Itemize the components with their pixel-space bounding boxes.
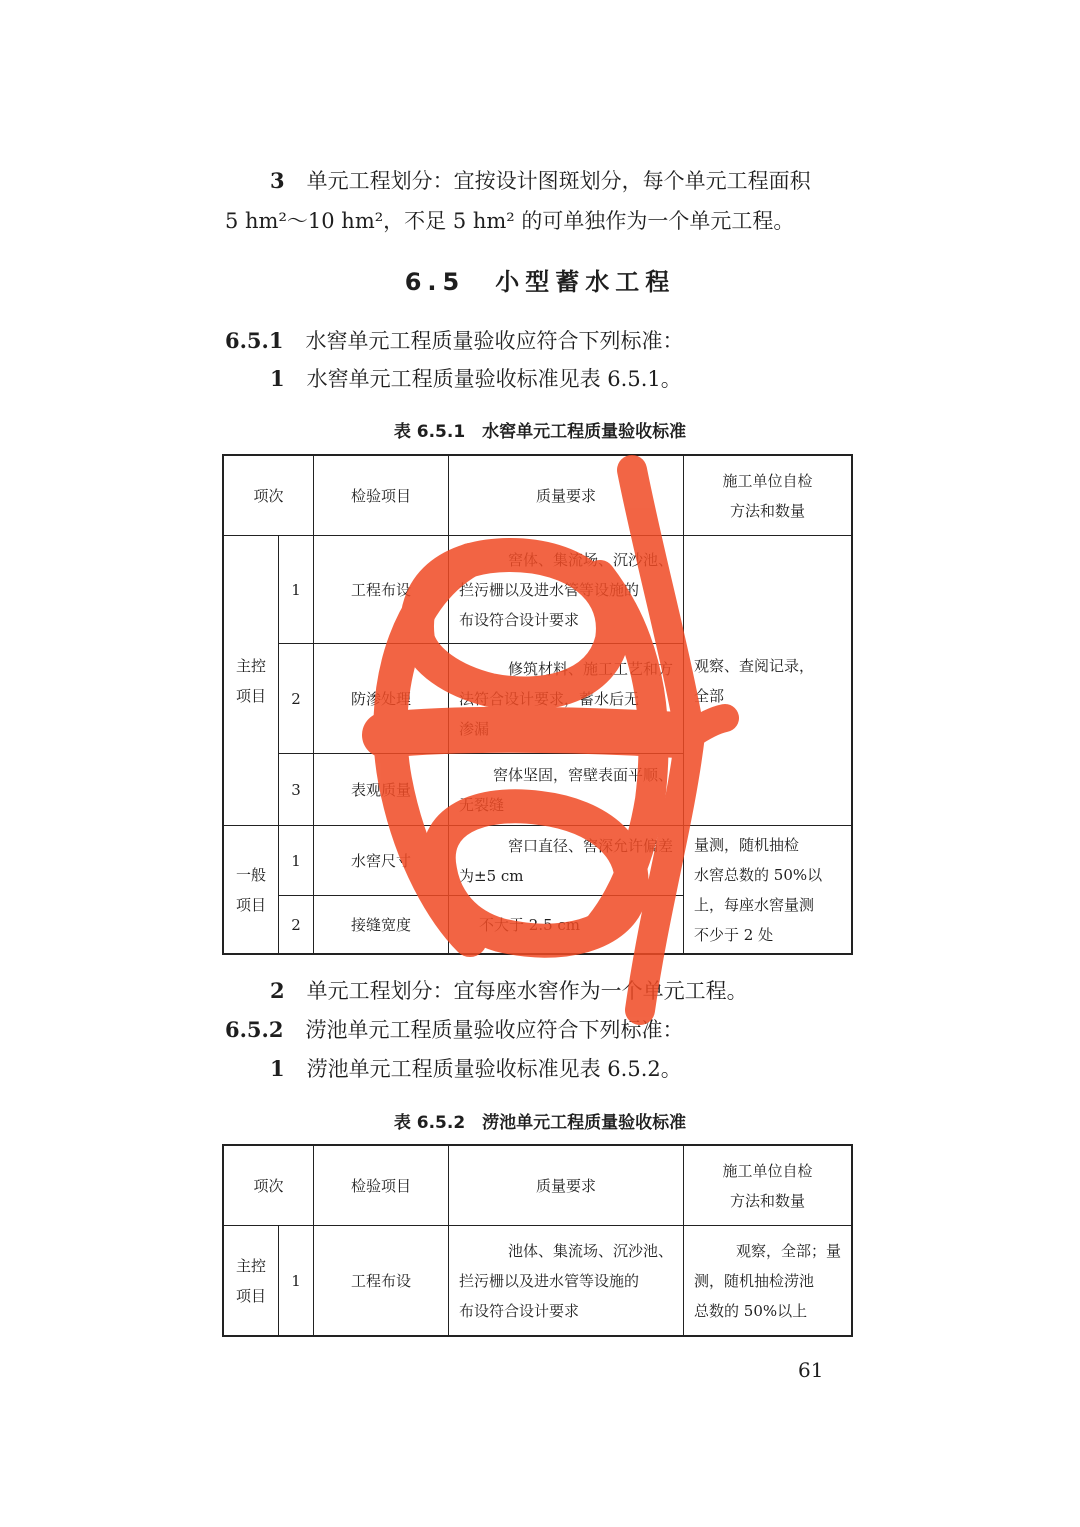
row-requirement bbox=[449, 896, 684, 954]
header-method bbox=[684, 456, 852, 536]
header-check: 检验项目 bbox=[314, 1146, 449, 1226]
clause-651-number: 6.5.1 bbox=[225, 328, 284, 353]
group-general-label: 一般项目 bbox=[235, 865, 266, 914]
group-main-label: 主控项目 bbox=[235, 656, 266, 705]
table-1-title: 表 6.5.1 水窖单元工程质量验收标准 bbox=[393, 422, 687, 442]
header-requirement: 质量要求 bbox=[449, 1146, 684, 1226]
req-line: 窖口直径、窖深允许偏差 bbox=[508, 836, 674, 855]
req-line: 法符合设计要求，蓄水后无 bbox=[459, 689, 640, 708]
req-line: 拦污栅以及进水管等设施的 bbox=[459, 580, 640, 599]
header-item: 项次 bbox=[224, 1146, 314, 1226]
table-1-header-row bbox=[224, 456, 852, 536]
clause-652-item-1-text: 涝池单元工程质量验收标准见表 6.5.2。 bbox=[306, 1057, 682, 1081]
req-line: 为±5 cm bbox=[459, 866, 524, 885]
header-method-line-1: 施工单位自检 bbox=[722, 471, 813, 490]
row-requirement bbox=[449, 644, 684, 754]
clause-652 bbox=[225, 1015, 683, 1045]
method-line: 测，随机抽检涝池 bbox=[694, 1271, 815, 1290]
req-line: 池体、集流场、沉沙池、 bbox=[508, 1241, 674, 1260]
req-line: 拦污栅以及进水管等设施的 bbox=[459, 1271, 640, 1290]
row-method bbox=[684, 1226, 852, 1336]
group-main bbox=[224, 1226, 279, 1336]
header-method-line-2: 方法和数量 bbox=[730, 501, 806, 520]
header-check: 检验项目 bbox=[314, 456, 449, 536]
intro-item-number: 3 bbox=[270, 168, 285, 193]
clause-652-item-1 bbox=[270, 1054, 682, 1084]
req-line: 布设符合设计要求 bbox=[459, 1301, 580, 1320]
header-item: 项次 bbox=[224, 456, 314, 536]
method-line: 全部 bbox=[694, 686, 725, 705]
clause-651-item-1-text: 水窖单元工程质量验收标准见表 6.5.1。 bbox=[306, 367, 682, 391]
row-number: 2 bbox=[279, 644, 314, 754]
req-line: 渗漏 bbox=[459, 719, 490, 738]
row-check: 表观质量 bbox=[314, 754, 449, 826]
table-2-header-row bbox=[224, 1146, 852, 1226]
row-requirement bbox=[449, 754, 684, 826]
method-line: 总数的 50%以上 bbox=[694, 1301, 808, 1320]
row-number: 2 bbox=[279, 896, 314, 954]
row-number: 1 bbox=[279, 536, 314, 644]
clause-651-item-1 bbox=[270, 364, 682, 394]
method-line: 观察，全部；量 bbox=[736, 1241, 842, 1260]
method-line: 上，每座水窖量测 bbox=[694, 895, 815, 914]
group-main-line-2: 项目 bbox=[235, 1286, 266, 1305]
row-number: 1 bbox=[279, 826, 314, 896]
header-method bbox=[684, 1146, 852, 1226]
row-number: 1 bbox=[279, 1226, 314, 1336]
clause-651-text: 水窖单元工程质量验收应符合下列标准： bbox=[305, 329, 684, 353]
method-line: 量测，随机抽检 bbox=[694, 835, 800, 854]
req-line: 窖体、集流场、沉沙池、 bbox=[508, 550, 674, 569]
method-line: 水窖总数的 50%以 bbox=[694, 865, 823, 884]
row-requirement bbox=[449, 826, 684, 896]
intro-line-1 bbox=[270, 166, 811, 196]
clause-652-text: 涝池单元工程质量验收应符合下列标准： bbox=[305, 1018, 684, 1042]
table-row bbox=[224, 1226, 852, 1336]
intro-text-1: 单元工程划分：宜按设计图斑划分，每个单元工程面积 bbox=[306, 169, 811, 193]
req-line: 布设符合设计要求 bbox=[459, 610, 580, 629]
intro-line-2: 5 hm²～10 hm²，不足 5 hm² 的可单独作为一个单元工程。 bbox=[225, 209, 795, 233]
table-row bbox=[224, 536, 852, 644]
table-2-title: 表 6.5.2 涝池单元工程质量验收标准 bbox=[393, 1113, 687, 1133]
group-main bbox=[224, 536, 279, 826]
clause-651-item-2-number: 2 bbox=[270, 978, 285, 1003]
clause-651-item-2-text: 单元工程划分：宜每座水窖作为一个单元工程。 bbox=[306, 979, 748, 1003]
row-check: 水窖尺寸 bbox=[314, 826, 449, 896]
group-general bbox=[224, 826, 279, 954]
table-2 bbox=[223, 1145, 852, 1336]
general-method bbox=[684, 826, 852, 954]
clause-651-item-2 bbox=[270, 976, 748, 1006]
row-requirement bbox=[449, 536, 684, 644]
main-method bbox=[684, 536, 852, 826]
clause-651-item-1-number: 1 bbox=[270, 366, 285, 391]
row-number: 3 bbox=[279, 754, 314, 826]
section-title: 6.5 小型蓄水工程 bbox=[404, 268, 676, 296]
header-method-line-1: 施工单位自检 bbox=[722, 1161, 813, 1180]
header-requirement: 质量要求 bbox=[449, 456, 684, 536]
clause-652-number: 6.5.2 bbox=[225, 1017, 284, 1042]
req-line: 窖体坚固，窖壁表面平顺、 bbox=[493, 765, 674, 784]
table-1 bbox=[223, 455, 852, 954]
row-requirement bbox=[449, 1226, 684, 1336]
row-check: 工程布设 bbox=[314, 536, 449, 644]
row-check: 接缝宽度 bbox=[314, 896, 449, 954]
page-number: 61 bbox=[798, 1358, 824, 1382]
method-line: 不少于 2 处 bbox=[694, 925, 774, 944]
clause-651 bbox=[225, 326, 683, 356]
row-check: 防渗处理 bbox=[314, 644, 449, 754]
req-line: 不大于 2.5 cm bbox=[479, 915, 581, 934]
table-row bbox=[224, 826, 852, 896]
req-line: 修筑材料、施工工艺和方 bbox=[508, 659, 674, 678]
row-check: 工程布设 bbox=[314, 1226, 449, 1336]
req-line: 无裂缝 bbox=[459, 795, 505, 814]
header-method-line-2: 方法和数量 bbox=[730, 1191, 806, 1210]
clause-652-item-1-number: 1 bbox=[270, 1056, 285, 1081]
group-main-line-1: 主控 bbox=[235, 1256, 266, 1275]
method-line: 观察、查阅记录， bbox=[694, 656, 815, 675]
